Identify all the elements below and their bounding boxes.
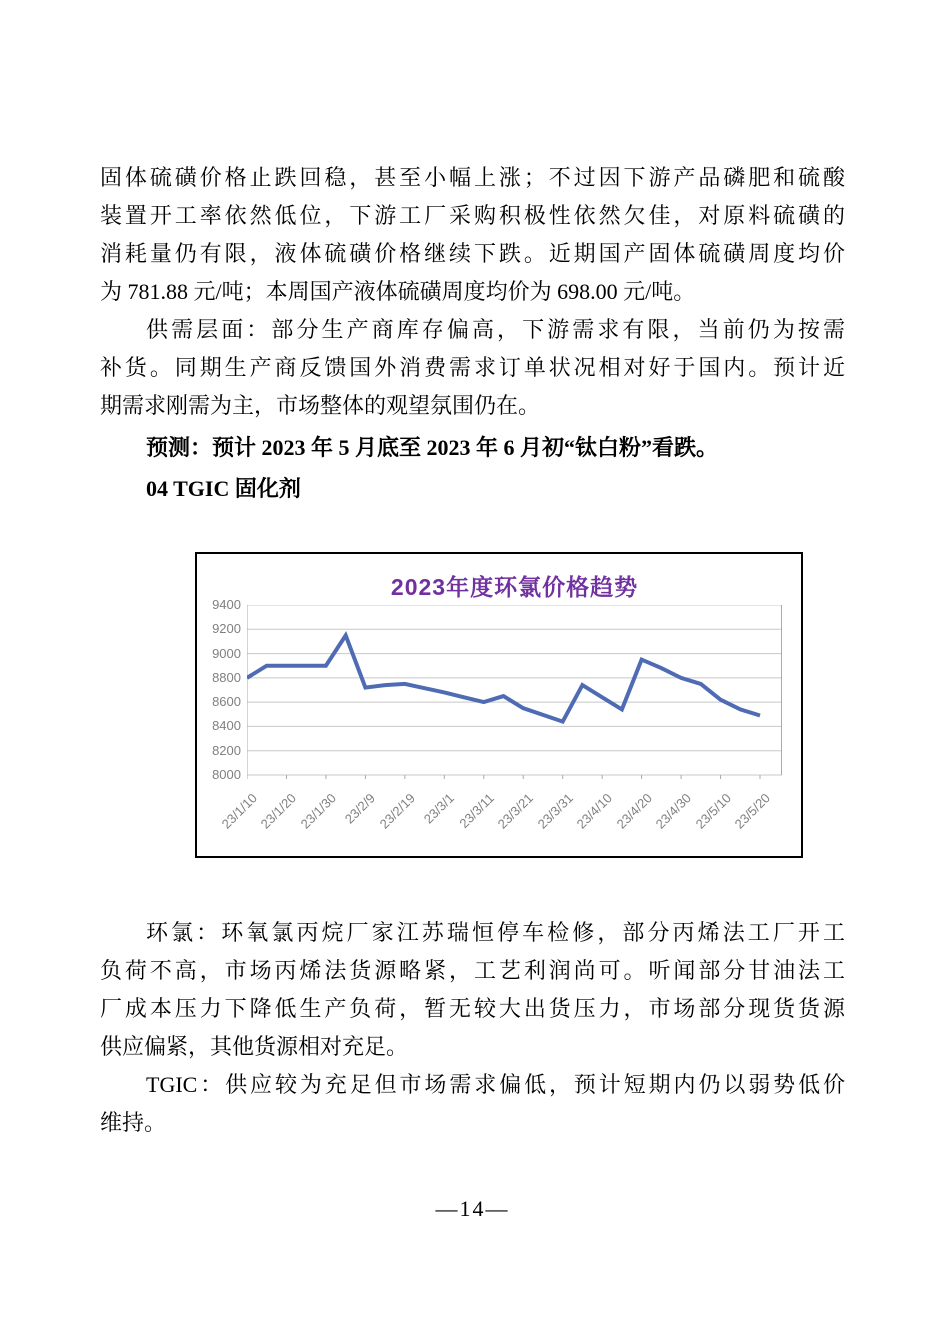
y-axis-label: 9400 xyxy=(212,597,241,612)
paragraph-tgic xyxy=(100,1066,845,1142)
x-axis-label: 23/4/10 xyxy=(573,790,616,832)
price-trend-chart xyxy=(195,552,803,858)
paragraph-line: 补货。同期生产商反馈国外消费需求订单状况相对好于国内。预计近 xyxy=(100,355,845,380)
prediction-line: 预测：预计 2023 年 5 月底至 2023 年 6 月初“钛白粉”看跌。 xyxy=(146,435,719,460)
x-axis-label: 23/1/30 xyxy=(297,790,339,832)
x-axis-label: 23/4/30 xyxy=(652,790,695,832)
paragraph-supply-demand xyxy=(100,311,845,425)
x-axis-label: 23/3/31 xyxy=(534,790,576,832)
paragraph-line: 环氯：环氧氯丙烷厂家江苏瑞恒停车检修，部分丙烯法工厂开工 xyxy=(146,920,845,945)
line-chart-svg xyxy=(247,605,782,781)
y-axis-label: 8600 xyxy=(212,694,241,710)
y-axis-label: 8200 xyxy=(212,742,241,758)
paragraph-sulfur-market xyxy=(100,159,845,311)
paragraph-line: 消耗量仍有限，液体硫磺价格继续下跌。近期国产固体硫磺周度均价 xyxy=(100,241,845,266)
paragraph-line: 维持。 xyxy=(100,1110,167,1135)
paragraph-line: 供应偏紧，其他货源相对充足。 xyxy=(100,1034,409,1059)
paragraph-line: 装置开工率依然低位，下游工厂采购积极性依然欠佳，对原料硫磺的 xyxy=(100,203,845,228)
page-content xyxy=(100,0,845,1228)
chart-title: 2023年度环氯价格趋势 xyxy=(390,574,639,600)
paragraph-line: TGIC：供应较为充足但市场需求偏低，预计短期内仍以弱势低价 xyxy=(146,1072,845,1097)
paragraph-line: 期需求刚需为主，市场整体的观望氛围仍在。 xyxy=(100,393,541,418)
chart-plot-area xyxy=(247,605,782,775)
x-axis-label: 23/1/20 xyxy=(258,790,300,832)
y-axis-label: 9200 xyxy=(212,621,241,637)
x-axis-label: 23/5/20 xyxy=(731,790,773,832)
y-axis-label: 8000 xyxy=(212,767,241,782)
x-axis-label: 23/1/10 xyxy=(218,790,260,832)
x-axis-label: 23/5/10 xyxy=(692,790,734,832)
x-axis-label: 23/3/21 xyxy=(494,790,537,832)
paragraph-line: 厂成本压力下降低生产负荷，暂无较大出货压力，市场部分现货货源 xyxy=(100,996,845,1021)
paragraph-line: 负荷不高，市场丙烯法货源略紧，工艺利润尚可。听闻部分甘油法工 xyxy=(100,958,845,983)
paragraph-line: 供需层面：部分生产商库存偏高，下游需求有限，当前仍为按需 xyxy=(146,317,845,342)
x-axis-label: 23/3/11 xyxy=(456,790,497,831)
paragraph-line: 固体硫磺价格止跌回稳，甚至小幅上涨；不过因下游产品磷肥和硫酸 xyxy=(100,165,845,190)
y-axis-label: 9000 xyxy=(212,645,241,661)
section-heading-tgic: 04 TGIC 固化剂 xyxy=(146,476,301,501)
price-series-line xyxy=(247,635,760,721)
paragraph-epichlorohydrin xyxy=(100,914,845,1066)
paragraph-line: 为 781.88 元/吨；本周国产液体硫磺周度均价为 698.00 元/吨。 xyxy=(100,279,696,304)
page-number: —14— xyxy=(435,1196,510,1221)
x-axis-label: 23/2/9 xyxy=(342,790,379,827)
x-axis-label: 23/3/1 xyxy=(421,790,458,827)
x-axis-label: 23/4/20 xyxy=(613,790,655,832)
y-axis-label: 8800 xyxy=(212,669,241,685)
x-axis-label: 23/2/19 xyxy=(376,790,418,832)
y-axis-label: 8400 xyxy=(212,718,241,734)
